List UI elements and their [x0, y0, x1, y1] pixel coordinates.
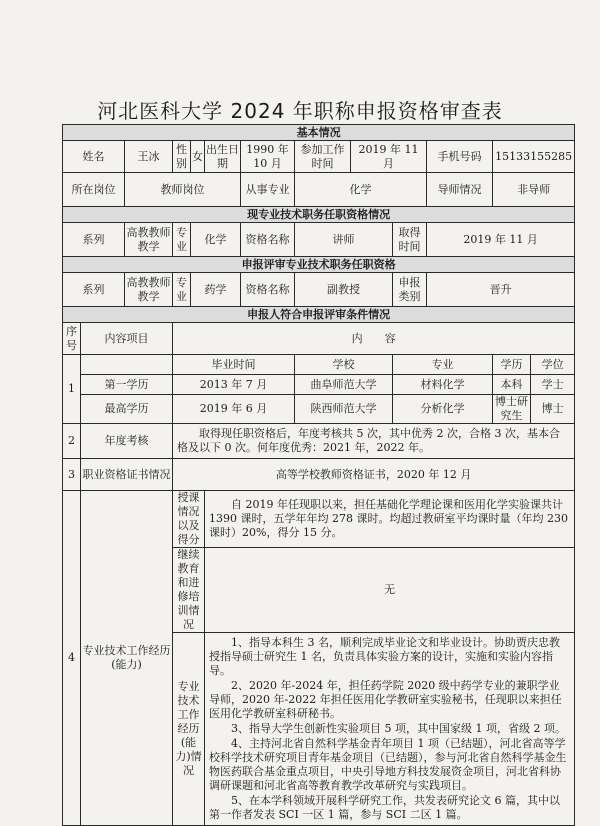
qualification-form	[62, 124, 574, 821]
apply-major-label: 专业	[173, 273, 191, 307]
name-value: 王冰	[125, 141, 173, 173]
edu-col-school: 学校	[295, 355, 393, 375]
major-value: 化学	[295, 173, 427, 207]
section-apply: 申报评审专业技术职务任职资格	[63, 257, 575, 273]
edu-row-label: 第一学历	[81, 375, 173, 395]
seq-header: 序号	[63, 323, 81, 355]
list-item: 4、主持河北省自然科学基金青年项目 1 项（已结题），河北省高等学校科学技术研究项目青年基金项目（已结题），参与河北省自然科学基金生物医药联合基金重点项目，中央引导地方科技发展资金项目，河北省科协调研课题和河北省高等教育教学改革研究与实践项目。	[209, 737, 567, 792]
section-current: 现专业技术职务任职资格情况	[63, 207, 575, 223]
annual-value: 取得现任职资格后，年度考核共 5 次，其中优秀 2 次，合格 3 次，基本合格及以下 0 次。何年度优秀：2021 年，2022 年。	[173, 424, 575, 459]
birth-value: 1990 年 10 月	[241, 141, 295, 173]
edu-level: 博士研究生	[493, 395, 531, 424]
apply-major-value: 药学	[191, 273, 241, 307]
phone-value: 15133155285	[493, 141, 575, 173]
work-exp-value	[205, 633, 575, 826]
cert-label: 职业资格证书情况	[81, 459, 173, 491]
name-label: 姓名	[63, 141, 125, 173]
edu-major: 材料化学	[393, 375, 493, 395]
content-header: 内 容	[173, 323, 575, 355]
edu-col-level: 学历	[493, 355, 531, 375]
current-time-label: 取得时间	[393, 223, 427, 257]
current-series-label: 系列	[63, 223, 125, 257]
current-qual-label: 资格名称	[241, 223, 295, 257]
training-value: 无	[205, 548, 575, 633]
list-item: 5、在本学科领域开展科学研究工作，共发表研究论文 6 篇，其中以第一作者发表 SCI 一区 1 篇，参与 SCI 二区 1 篇。	[209, 794, 560, 821]
major-label: 从事专业	[241, 173, 295, 207]
post-label: 所在岗位	[63, 173, 125, 207]
list-item: 1、指导本科生 3 名，顺利完成毕业论文和毕业设计。协助贾庆忠教授指导硕士研究生 1 名，负责具体实验方案的设计，实施和实验内容指导。	[209, 636, 560, 677]
edu-col-degree: 学位	[531, 355, 575, 375]
edu-blank	[81, 355, 173, 375]
work-start-label: 参加工作时间	[295, 141, 351, 173]
form-table	[62, 124, 575, 826]
work-start-value: 2019 年 11 月	[351, 141, 427, 173]
edu-col-time: 毕业时间	[173, 355, 295, 375]
phone-label: 手机号码	[427, 141, 493, 173]
seq-3: 3	[63, 459, 81, 491]
annual-label: 年度考核	[81, 424, 173, 459]
current-series-value: 高教教师教学	[125, 223, 173, 257]
edu-time: 2019 年 6 月	[173, 395, 295, 424]
table-row	[63, 395, 575, 424]
seq-4: 4	[63, 491, 81, 826]
apply-type-label: 申报类别	[393, 273, 427, 307]
edu-school: 陕西师范大学	[295, 395, 393, 424]
apply-type-value: 晋升	[427, 273, 575, 307]
experience-label: 专业技术工作经历(能力)	[81, 491, 173, 826]
supervisor-label: 导师情况	[427, 173, 493, 207]
edu-row-label: 最高学历	[81, 395, 173, 424]
current-major-label: 专业	[173, 223, 191, 257]
seq-1: 1	[63, 355, 81, 424]
apply-series-value: 高教教师教学	[125, 273, 173, 307]
section-basic: 基本情况	[63, 125, 575, 141]
current-major-value: 化学	[191, 223, 241, 257]
birth-label: 出生日期	[205, 141, 241, 173]
work-exp-label: 专业技术工作经历(能力)情况	[173, 633, 205, 826]
cert-value: 高等学校教师资格证书，2020 年 12 月	[173, 459, 575, 491]
apply-qual-label: 资格名称	[241, 273, 295, 307]
post-value: 教师岗位	[125, 173, 241, 207]
edu-school: 曲阜师范大学	[295, 375, 393, 395]
page-title: 河北医科大学 2024 年职称申报资格审查表	[97, 99, 503, 123]
current-time-value: 2019 年 11 月	[427, 223, 575, 257]
gender-label: 性别	[173, 141, 191, 173]
teaching-label: 授课情况以及得分	[173, 491, 205, 548]
current-qual-value: 讲师	[295, 223, 393, 257]
list-item: 3、指导大学生创新性实验项目 5 项，其中国家级 1 项，省级 2 项。	[231, 722, 566, 735]
section-conditions: 申报人符合申报评审条件情况	[63, 307, 575, 323]
gender-value: 女	[191, 141, 205, 173]
teaching-value: 自 2019 年任现职以来，担任基础化学理论课和医用化学实验课共计 1390 课时，五学年年均 278 课时。均超过教研室平均课时量（年均 230 课时）20%，得分 15 分。	[205, 491, 575, 548]
training-label: 继续教育和进修培训情况	[173, 548, 205, 633]
edu-major: 分析化学	[393, 395, 493, 424]
edu-level: 本科	[493, 375, 531, 395]
edu-col-major: 专业	[393, 355, 493, 375]
seq-2: 2	[63, 424, 81, 459]
apply-qual-value: 副教授	[295, 273, 393, 307]
edu-degree: 学士	[531, 375, 575, 395]
edu-degree: 博士	[531, 395, 575, 424]
supervisor-value: 非导师	[493, 173, 575, 207]
item-header: 内容项目	[81, 323, 173, 355]
apply-series-label: 系列	[63, 273, 125, 307]
edu-time: 2013 年 7 月	[173, 375, 295, 395]
list-item: 2、2020 年-2024 年，担任药学院 2020 级中药学专业的兼职学业导师，2020 年-2022 年担任医用化学教研室实验秘书，任现职以来担任医用化学教研室科研秘书。	[209, 679, 562, 720]
table-row	[63, 375, 575, 395]
